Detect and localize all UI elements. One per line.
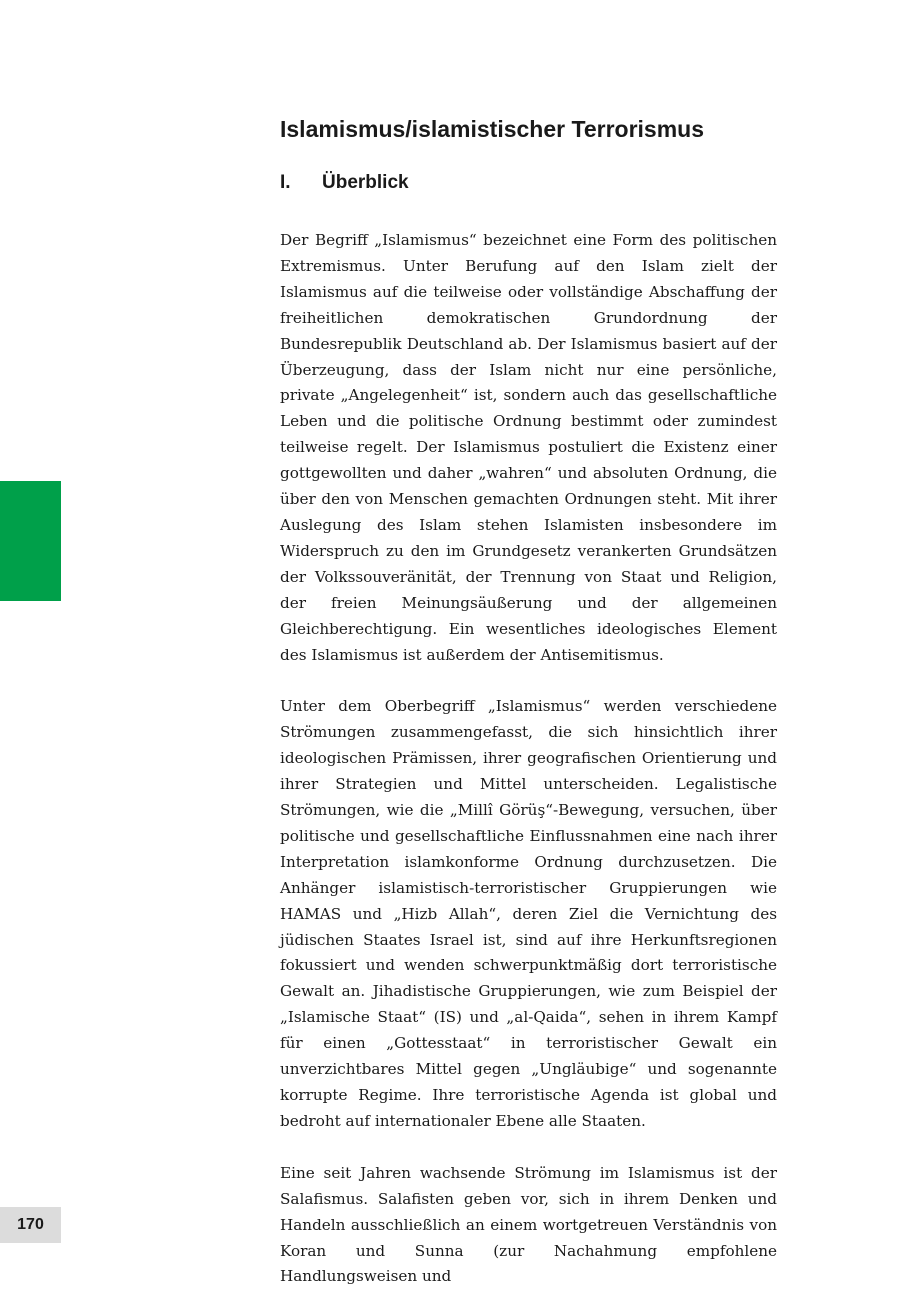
- body-paragraph-3: Eine seit Jahren wachsende Strömung im Islamismus ist der Salafismus. Salafisten geben vor, sich in ihrem Denken und Handeln ausschließlich an einem wortgetreuen Verständnis von Koran und Sunna (zur Nachahmung empfohlene Handlungsweisen und: [280, 1163, 777, 1286]
- section-title: Überblick: [322, 172, 409, 193]
- section-number: I.: [280, 172, 291, 193]
- body-paragraph-2: Unter dem Oberbegriff „Islamismus“ werden verschiedene Strömungen zusammengefasst, die sich hinsichtlich ihrer ideologischen Prämissen, ihrer geografischen Orientierung und ihrer Strategien und Mittel unterscheiden. Legalistische Strömungen, wie die „Millî Görüş“-Bewegung, versuchen, über politische und gesellschaftliche Einflussnahmen eine nach ihrer Interpretation islamkonforme Ordnung durchzusetzen. Die Anhänger islamistisch-terroristischer Gruppierungen wie HAMAS und „Hizb Allah“, deren Ziel die Vernichtung des jüdischen Staates Israel ist, sind auf ihre Herkunftsregionen fokussiert und wenden schwerpunktmäßig dort terroristische Gewalt an. Jihadistische Gruppierungen, wie zum Beispiel der „Islamische Staat“ (IS) und „al-Qaida“, sehen in ihrem Kampf für einen „Gottesstaat“ in terroristischer Gewalt ein unverzichtbares Mittel gegen „Ungläubige“ und sogenannte korrupte Regime. Ihre terroristische Agenda ist global und bedroht auf internationaler Ebene alle Staaten.: [280, 697, 777, 1130]
- page-number: 170: [0, 1207, 61, 1243]
- chapter-color-tab: [0, 481, 61, 601]
- section-heading: [280, 170, 777, 196]
- content-column: [280, 112, 777, 1290]
- body-paragraph-1: Der Begriff „Islamismus“ bezeichnet eine Form des politischen Extremismus. Unter Berufung auf den Islam zielt der Islamismus auf die teilweise oder vollständige Abschaffung der freiheitlichen demokratischen Grundordnung der Bundesrepublik Deutschland ab. Der Islamismus basiert auf der Überzeugung, dass der Islam nicht nur eine persönliche, private „Angelegenheit“ ist, sondern auch das gesellschaftliche Leben und die politische Ordnung bestimmt oder zumindest teilweise regelt. Der Islamismus postuliert die Existenz einer gottgewollten und daher „wahren“ und absoluten Ordnung, die über den von Menschen gemachten Ordnungen steht. Mit ihrer Auslegung des Islam stehen Islamisten insbesondere im Widerspruch zu den im Grundgesetz verankerten Grundsätzen der Volkssouveränität, der Trennung von Staat und Religion, der freien Meinungsäußerung und der allgemeinen Gleichberechtigung. Ein wesentliches ideologisches Element des Islamismus ist außerdem der Antisemitismus.: [280, 231, 777, 664]
- chapter-title: Islamismus/islamistischer Terrorismus: [280, 116, 704, 142]
